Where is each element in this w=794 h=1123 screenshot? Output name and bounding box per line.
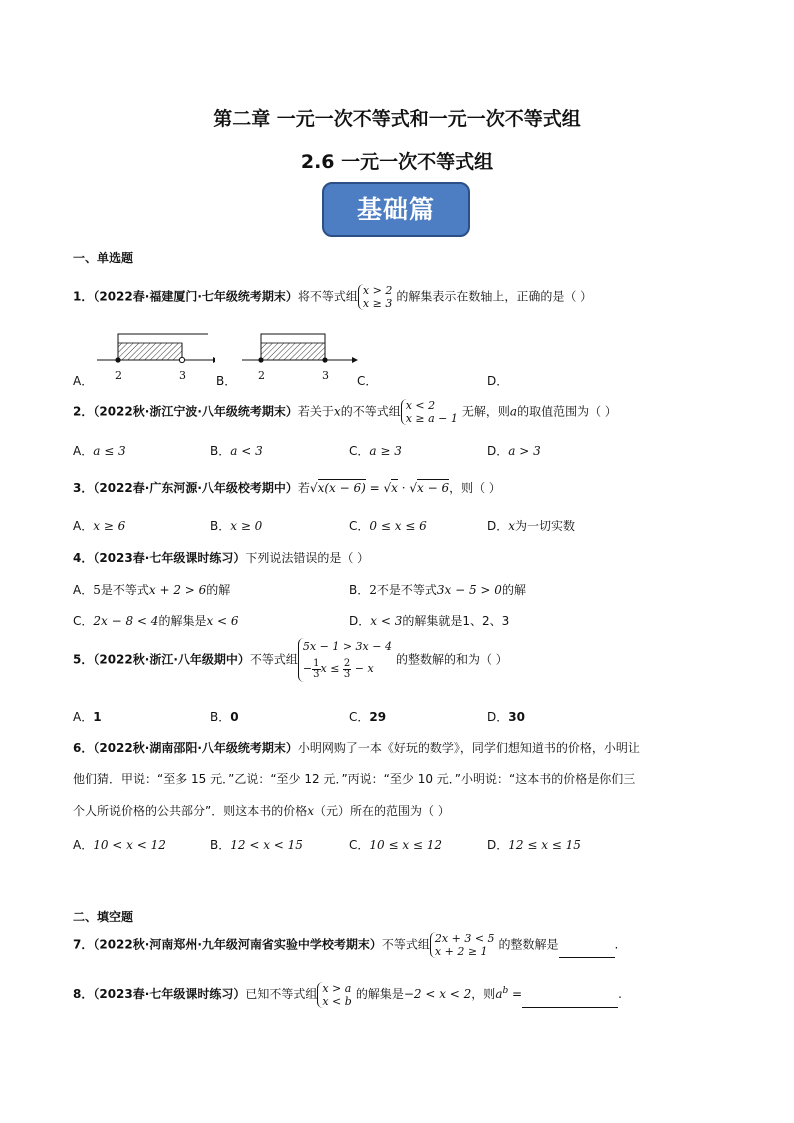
question-number: 4．	[73, 551, 94, 565]
option-text: x + 2 > 6	[148, 583, 207, 597]
hatched-region	[261, 343, 325, 360]
question-stem: 若	[297, 481, 310, 495]
option-a[interactable]	[73, 836, 166, 853]
question-stem: ，则（ ）	[449, 481, 501, 495]
question-2	[73, 399, 617, 425]
tick-label: 2	[258, 369, 265, 382]
system-line: x < b	[322, 994, 352, 1008]
math-op: ·	[397, 481, 410, 495]
question-number: 2．	[73, 404, 94, 419]
option-label: B．	[210, 838, 231, 852]
answer-blank[interactable]	[522, 993, 618, 1008]
option-label: B．	[210, 710, 231, 724]
question-number: 1．	[73, 289, 94, 304]
question-7	[73, 932, 618, 958]
option-c[interactable]	[73, 612, 239, 629]
tick-label: 3	[179, 369, 186, 382]
system-line: x + 2 ≥ 1	[434, 945, 488, 958]
fraction	[312, 659, 320, 680]
option-label: C．	[349, 444, 370, 458]
option-text: a ≥ 3	[369, 444, 402, 458]
option-text: 的解	[206, 583, 231, 597]
option-label: D．	[487, 710, 509, 724]
option-b[interactable]	[210, 708, 239, 725]
math-expr: −2 < x < 2	[403, 987, 472, 1001]
question-source: （2022秋·浙江宁波·八年级统考期末）	[93, 404, 298, 419]
question-number: 7．	[73, 937, 94, 952]
sqrt-symbol: √	[309, 481, 318, 495]
question-number: 5．	[73, 652, 94, 667]
sqrt-symbol: √	[409, 481, 418, 495]
inequality-system	[430, 932, 499, 958]
system-line: 2x + 3 < 5	[434, 932, 495, 945]
sqrt-radicand: x − 6	[417, 481, 450, 495]
question-stem: ，则	[471, 987, 496, 1001]
option-text: 2	[369, 583, 377, 597]
option-d[interactable]	[487, 442, 541, 459]
option-label: D．	[487, 838, 509, 852]
option-text: x ≥ 0	[230, 519, 263, 533]
option-b[interactable]	[210, 836, 303, 853]
option-b[interactable]	[210, 517, 262, 534]
math-var: x	[307, 804, 314, 818]
option-text: 29	[369, 710, 387, 724]
math-text: − x	[351, 662, 374, 675]
tick-label: 2	[115, 369, 122, 382]
question-stem: 的整数解是	[498, 937, 559, 952]
option-label: C．	[349, 519, 370, 533]
option-a[interactable]	[73, 708, 102, 725]
option-text: 10 < x < 12	[93, 838, 166, 852]
question-stem: 小明网购了一本《好玩的数学》，同学们想知道书的价格，小明让	[297, 741, 640, 755]
question-stem: .	[614, 937, 619, 952]
question-6-line-2: 他们猜．甲说：“至多 15 元．”乙说：“至少 12 元．”丙说：“至少 10 元．”小明说：“这本书的价格是你们三	[73, 772, 636, 786]
option-b-label[interactable]: B．	[216, 374, 237, 388]
option-label: A．	[73, 444, 94, 458]
option-text: 的解	[501, 583, 526, 597]
option-label: A．	[73, 838, 94, 852]
question-6-line-1	[73, 739, 640, 756]
question-stem: 个人所说价格的公共部分”．则这本书的价格	[73, 804, 308, 818]
option-d[interactable]	[487, 517, 575, 534]
system-line: x > a	[322, 981, 352, 995]
sqrt-radicand: x(x − 6)	[317, 481, 366, 495]
option-b[interactable]	[210, 442, 263, 459]
inequality-system	[358, 284, 396, 310]
tick-label: 3	[322, 369, 329, 382]
question-stem: 将不等式组	[297, 289, 358, 304]
inequality-system	[401, 399, 462, 425]
option-label: B．	[349, 583, 370, 597]
option-label: D．	[487, 519, 509, 533]
question-source: （2022春·广东河源·八年级校考期中）	[93, 481, 298, 495]
inequality-system	[317, 982, 355, 1008]
question-number: 6．	[73, 741, 94, 755]
chapter-title: 第二章 一元一次不等式和一元一次不等式组	[213, 108, 581, 130]
question-stem: 不等式组	[381, 937, 430, 952]
option-text: x < 3	[370, 614, 403, 628]
math-var: a	[495, 987, 503, 1001]
number-line-option-b	[240, 330, 360, 374]
option-label: D．	[349, 614, 371, 628]
math-var: x	[333, 404, 341, 419]
option-a[interactable]	[73, 517, 125, 534]
question-number: 3．	[73, 481, 94, 495]
option-text: 的解集就是1、2、3	[402, 614, 510, 628]
section-heading-fill-blank: 二、填空题	[73, 910, 134, 924]
system-line: 5x − 1 > 3x − 4	[302, 640, 392, 653]
denominator: 3	[343, 668, 351, 680]
math-var: a	[509, 404, 518, 419]
system-line: x > 2	[362, 284, 393, 297]
option-c[interactable]	[349, 836, 442, 853]
hatched-region	[118, 343, 182, 360]
option-a-label[interactable]: A．	[73, 374, 94, 388]
inequality-system	[298, 638, 396, 682]
option-label: C．	[73, 614, 94, 628]
question-number: 8．	[73, 987, 94, 1001]
math-exponent: b	[502, 986, 509, 996]
question-stem: 下列说法错误的是（ ）	[245, 551, 370, 565]
system-line: x < 2	[405, 399, 436, 412]
question-stem: 已知不等式组	[245, 987, 318, 1001]
open-dot	[179, 357, 184, 362]
question-8	[73, 980, 622, 1008]
question-stem: 无解，则	[461, 404, 510, 419]
system-line	[303, 656, 392, 682]
section-title: 2.6 一元一次不等式组	[300, 151, 494, 173]
section-heading-single-choice: 一、单选题	[73, 251, 134, 265]
axis-arrow	[352, 357, 358, 363]
answer-blank[interactable]	[559, 943, 615, 958]
solid-dot	[322, 357, 327, 362]
question-3	[73, 479, 501, 496]
option-text: 0 ≤ x ≤ 6	[369, 519, 427, 533]
question-source: （2022秋·河南郑州·九年级河南省实验中学校考期末）	[93, 937, 382, 952]
option-a[interactable]	[73, 581, 230, 598]
option-text: 5	[93, 583, 101, 597]
question-source: （2022秋·湖南邵阳·八年级统考期末）	[93, 741, 298, 755]
option-label: C．	[349, 838, 370, 852]
option-text: 3x − 5 > 0	[436, 583, 502, 597]
option-text: 0	[230, 710, 239, 724]
system-line: x ≥ 3	[362, 297, 393, 310]
option-text: 12 ≤ x ≤ 15	[508, 838, 581, 852]
option-text: x < 6	[206, 614, 239, 628]
option-text: x ≥ 6	[93, 519, 126, 533]
question-stem: 的解集表示在数轴上，正确的是（ ）	[396, 289, 593, 304]
question-source: （2023春·七年级课时练习）	[93, 551, 246, 565]
numerator: 1	[313, 657, 320, 669]
question-stem: 的整数解的和为（ ）	[395, 652, 508, 667]
question-stem: .	[618, 987, 622, 1001]
question-source: （2023春·七年级课时练习）	[93, 987, 246, 1001]
question-stem: 的取值范围为（ ）	[517, 404, 617, 419]
option-label: D．	[487, 444, 509, 458]
question-stem: 若关于	[297, 404, 334, 419]
math-op: −	[302, 662, 313, 675]
option-label: B．	[210, 519, 231, 533]
option-d[interactable]	[349, 612, 509, 629]
math-text: x ≤	[320, 662, 343, 675]
math-op: =	[508, 987, 523, 1001]
numerator: 2	[343, 657, 351, 669]
question-stem: 不等式组	[249, 652, 298, 667]
option-text: a > 3	[508, 444, 541, 458]
option-c[interactable]	[349, 442, 402, 459]
sqrt-symbol: √	[383, 481, 392, 495]
option-text: 是不等式	[100, 583, 149, 597]
question-stem: 的不等式组	[340, 404, 401, 419]
question-6-line-3	[73, 802, 450, 819]
option-text: a ≤ 3	[93, 444, 126, 458]
question-1	[73, 284, 592, 310]
system-line: x ≥ a − 1	[405, 412, 458, 425]
math-op: =	[365, 481, 384, 495]
question-stem: （元）所在的范围为（ ）	[314, 804, 450, 818]
option-c-label[interactable]: C．	[357, 374, 378, 388]
option-d-label[interactable]: D．	[487, 374, 509, 388]
option-a[interactable]	[73, 442, 126, 459]
option-text: 不是不等式	[376, 583, 437, 597]
question-5	[73, 638, 508, 682]
sqrt-radicand: x	[391, 481, 398, 495]
option-label: B．	[210, 444, 231, 458]
option-label: A．	[73, 519, 94, 533]
number-line-option-a	[95, 330, 215, 374]
option-text: a < 3	[230, 444, 263, 458]
option-label: A．	[73, 583, 94, 597]
option-text: x	[508, 519, 516, 533]
option-text: 2x − 8 < 4	[93, 614, 159, 628]
question-source: （2022春·福建厦门·七年级统考期末）	[93, 289, 298, 304]
denominator: 3	[313, 668, 320, 680]
option-c[interactable]	[349, 517, 427, 534]
option-text: 为一切实数	[515, 519, 576, 533]
option-d[interactable]	[487, 708, 525, 725]
option-text: 10 ≤ x ≤ 12	[369, 838, 443, 852]
question-4	[73, 549, 369, 566]
option-d[interactable]	[487, 836, 581, 853]
level-badge: 基础篇	[322, 182, 470, 237]
option-b[interactable]	[349, 581, 526, 598]
option-text: 1	[93, 710, 102, 724]
option-text: 30	[508, 710, 525, 724]
solid-dot	[115, 357, 120, 362]
option-text: 的解集是	[158, 614, 207, 628]
option-label: C．	[349, 710, 370, 724]
axis-arrow	[213, 357, 215, 363]
solid-dot	[258, 357, 263, 362]
question-source: （2022秋·浙江·八年级期中）	[93, 652, 250, 667]
option-label: A．	[73, 710, 94, 724]
option-c[interactable]	[349, 708, 386, 725]
option-text: 12 < x < 15	[230, 838, 303, 852]
question-stem: 的解集是	[355, 987, 404, 1001]
